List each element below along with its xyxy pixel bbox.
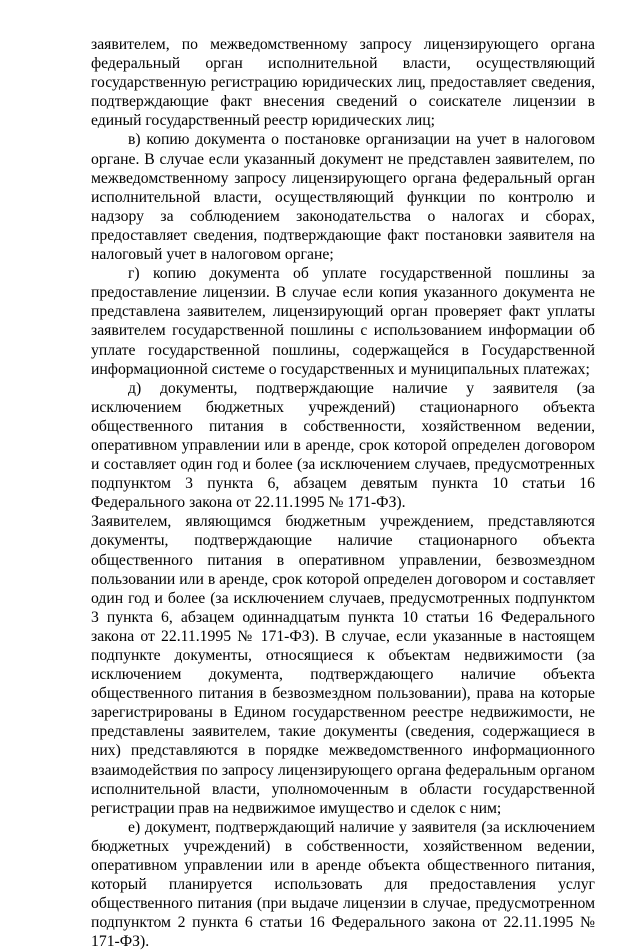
paragraph-continuation: заявителем, по межведомственному запросу лицензирующего органа федеральный орган исполнительной власти, осуществляющий государственную регистрацию юридических лиц, предоставляет сведения, подтверждающие факт внесения сведений о соискателе лицензии в единый государственный реестр юридических лиц; [91, 36, 595, 130]
paragraph-item-e: е) документ, подтверждающий наличие у заявителя (за исключением бюджетных учреждений) в собственности, хозяйственном ведении, оперативном управлении или в аренде объекта общественного питания, который планируется использовать для предоставления услуг общественного питания (при выдаче лицензии в случае, предусмотренном подпунктом 2 пункта 6 статьи 16 Федерального закона от 22.11.1995 № 171-ФЗ). [91, 818, 595, 951]
document-body [91, 35, 595, 952]
paragraph-item-d: д) документы, подтверждающие наличие у заявителя (за исключением бюджетных учреждений) стационарного объекта общественного питания в собственности, хозяйственном ведении, оперативном управлении или в аренде, срок которой определен договором и составляет один год и более (за исключением случаев, предусмотренных подпунктом 3 пункта 6, абзацем девятым пункта 10 статьи 16 Федерального закона от 22.11.1995 № 171-ФЗ). [91, 379, 595, 512]
paragraph-item-g: г) копию документа об уплате государственной пошлины за предоставление лицензии. В случае если копия указанного документа не представлена заявителем, лицензирующий орган проверяет факт уплаты заявителем государственной пошлины с использованием информации об уплате государственной пошлины, содержащейся в Государственной информационной системе о государственных и муниципальных платежах; [91, 265, 595, 378]
paragraph-budget-institutions: Заявителем, являющимся бюджетным учреждением, представляются документы, подтверждающие наличие стационарного объекта общественного питания в оперативном управлении, безвозмездном пользовании или в аренде, срок которой определен договором и составляет один год и более (за исключением случаев, предусмотренных подпунктом 3 пункта 6, абзацем одиннадцатым пункта 10 статьи 16 Федерального закона от 22.11.1995 № 171-ФЗ). В случае, если указанные в настоящем подпункте документы, относящиеся к объектам недвижимости (за исключением документа, подтверждающего наличие объекта общественного питания в безвозмездном пользовании), права на которые зарегистрированы в Едином государственном реестре недвижимости, не представлены заявителем, такие документы (сведения, содержащиеся в них) представляются в порядке межведомственного информационного взаимодействия по запросу лицензирующего органа федеральным органом исполнительной власти, уполномоченным в области государственной регистрации прав на недвижимое имущество и сделок с ним; [91, 513, 595, 817]
paragraph-item-v: в) копию документа о постановке организации на учет в налоговом органе. В случае если указанный документ не представлен заявителем, по межведомственному запросу лицензирующего органа федеральный орган исполнительной власти, осуществляющий функции по контролю и надзору за соблюдением законодательства о налогах и сборах, предоставляет сведения, подтверждающие факт постановки заявителя на налоговый учет в налоговом органе; [91, 131, 595, 264]
